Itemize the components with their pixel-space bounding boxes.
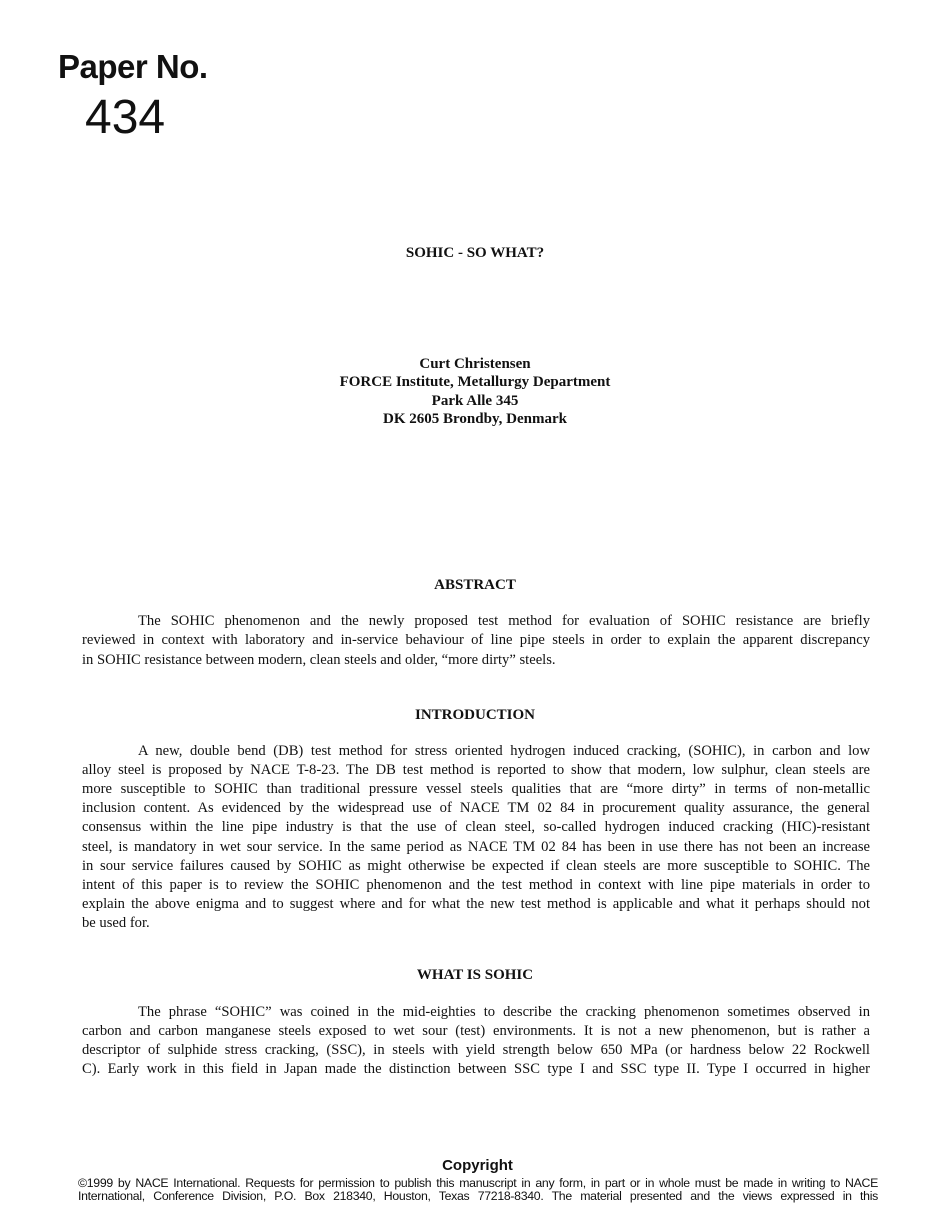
author-city: DK 2605 Brondby, Denmark — [383, 411, 567, 427]
intro-line: explain the above enigma and to suggest where and for what the new test method is applicable and what it perhaps should not — [82, 896, 870, 912]
intro-line: be used for. — [82, 915, 150, 931]
copyright-heading: Copyright — [442, 1157, 513, 1174]
intro-line: alloy steel is proposed by NACE T-8-23. The DB test method is reported to show that modern, low sulphur, clean steels are — [82, 762, 870, 778]
what-is-sohic-heading: WHAT IS SOHIC — [416, 967, 534, 983]
sohic-line: The phrase “SOHIC” was coined in the mid-eighties to describe the cracking phenomenon sometimes observed in — [138, 1004, 870, 1020]
author-affiliation: FORCE Institute, Metallurgy Department — [339, 374, 611, 390]
abstract-line: The SOHIC phenomenon and the newly proposed test method for evaluation of SOHIC resistance are briefly — [138, 613, 870, 629]
introduction-heading: INTRODUCTION — [414, 707, 535, 723]
sohic-line: descriptor of sulphide stress cracking, (SSC), in steels with yield strength below 650 MPa (or hardness below 22 Rockwell — [82, 1042, 870, 1058]
sohic-line: C). Early work in this field in Japan made the distinction between SSC type I and SSC type II. Type I occurred in higher — [82, 1061, 870, 1077]
abstract-heading: ABSTRACT — [434, 577, 516, 593]
paper-label: Paper No. — [58, 48, 208, 85]
paper-title: SOHIC - SO WHAT? — [405, 245, 545, 261]
paper-number: 434 — [85, 91, 166, 144]
intro-line: A new, double bend (DB) test method for stress oriented hydrogen induced cracking, (SOHIC), in carbon and low — [138, 743, 870, 759]
abstract-line: reviewed in context with laboratory and in-service behaviour of line pipe steels in order to explain the apparent discrepancy — [82, 632, 870, 648]
intro-line: more susceptible to SOHIC than traditional pressure vessel steels qualities that are “more dirty” in terms of non-metallic — [82, 781, 870, 797]
intro-line: inclusion content. As evidenced by the widespread use of NACE TM 02 84 in procurement quality assurance, the general — [82, 800, 870, 816]
intro-line: consensus within the line pipe industry is that the use of clean steel, so-called hydrogen induced cracking (HIC)-resistant — [82, 819, 870, 835]
sohic-line: carbon and carbon manganese steels exposed to wet sour (test) environments. It is not a new phenomenon, but is rather a — [82, 1023, 870, 1039]
copyright-line: International, Conference Division, P.O. Box 218340, Houston, Texas 77218-8340. The material presented and the views expressed in this — [78, 1189, 878, 1203]
intro-line: in sour service failures caused by SOHIC as might otherwise be expected if clean steels are more susceptible to SOHIC. The — [82, 858, 870, 874]
abstract-line: in SOHIC resistance between modern, clean steels and older, “more dirty” steels. — [82, 652, 556, 668]
copyright-line: ©1999 by NACE International. Requests for permission to publish this manuscript in any form, in part or in whole must be made in writing to NACE — [78, 1176, 878, 1190]
author-name: Curt Christensen — [419, 356, 531, 372]
author-street: Park Alle 345 — [431, 393, 519, 409]
intro-line: intent of this paper is to review the SOHIC phenomenon and the test method in context with line pipe materials in order to — [82, 877, 870, 893]
intro-line: steel, is mandatory in wet sour service. In the same period as NACE TM 02 84 has been in use there has not been an increase — [82, 839, 870, 855]
